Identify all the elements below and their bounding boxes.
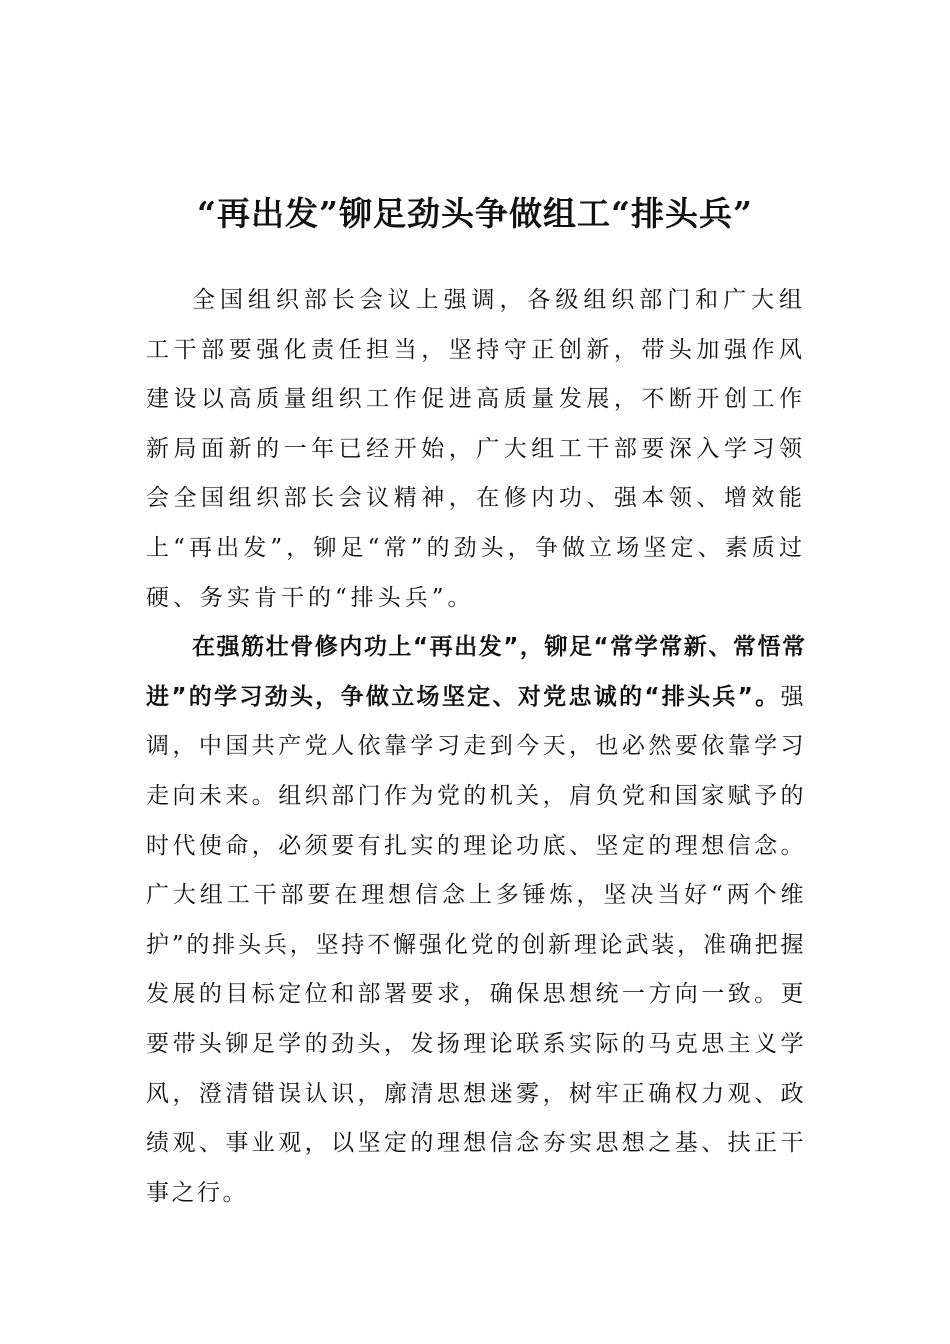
paragraph-study-text: 强调，中国共产党人依靠学习走到今天，也必然要依靠学习走向未来。组织部门作为党的机关，肩负党和国家赋予的时代使命，必须要有扎实的理论功底、坚定的理想信念。广大组工干部要在理想信念上多锤炼，坚决当好“两个维护”的排头兵，坚持不懈强化党的创新理论武装，准确把握发展的目标定位和部署要求，确保思想统一方向一致。更要带头铆足学的劲头，发扬理论联系实际的马克思主义学风，澄清错误认识，廓清思想迷雾，树牢正确权力观、政绩观、事业观，以坚定的理想信念夯实思想之基、扶正干事之行。	[146, 683, 806, 1206]
paragraph-intro	[146, 276, 806, 623]
paragraph-study-heading: 在强筋壮骨修内功上“再出发”，铆足“常学常新、常悟常进”的学习劲头，争做立场坚定、对党忠诚的“排头兵”。	[146, 634, 806, 710]
document-title: “再出发”铆足劲头争做组工“排头兵”	[197, 194, 753, 234]
paragraph-study	[146, 623, 806, 1218]
document-body	[146, 276, 806, 1218]
paragraph-intro-text: 全国组织部长会议上强调，各级组织部门和广大组工干部要强化责任担当，坚持守正创新，带头加强作风建设以高质量组织工作促进高质量发展，不断开创工作新局面新的一年已经开始，广大组工干部要深入学习领会全国组织部长会议精神，在修内功、强本领、增效能上“再出发”，铆足“常”的劲头，争做立场坚定、素质过硬、务实肯干的“排头兵”。	[146, 287, 806, 611]
